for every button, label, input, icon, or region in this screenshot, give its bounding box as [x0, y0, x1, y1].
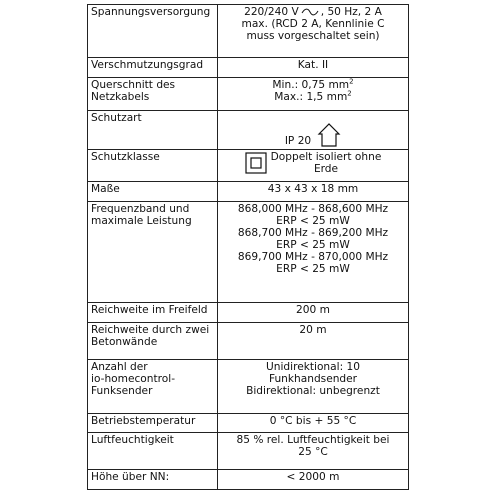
spec-label: [88, 202, 218, 303]
value-text: Min.: 0,75 mm: [272, 78, 350, 91]
spec-label: [88, 470, 218, 490]
label-line: Frequenzband und: [91, 203, 190, 216]
value-line: muss vorgeschaltet sein): [246, 30, 380, 42]
label-line: Reichweite durch zwei: [91, 324, 210, 337]
value-line: Unidirektional: 10: [266, 361, 360, 374]
table-row: [88, 181, 409, 202]
spec-value: [218, 470, 409, 490]
table-row: [88, 302, 409, 323]
label-line: Schutzklasse: [91, 150, 160, 163]
superscript: 2: [347, 89, 352, 98]
value-line: 868,000 MHz - 868,600 MHz: [237, 203, 389, 216]
value-text: , 50 Hz, 2 A: [320, 6, 382, 18]
value-line: Kat. II: [297, 59, 329, 72]
value-line: ERP < 25 mW: [276, 263, 350, 276]
value-line: 85 % rel. Luftfeuchtigkeit bei: [236, 434, 390, 447]
table-row: [88, 323, 409, 360]
ac-wave-icon: [301, 8, 319, 16]
spec-label: [88, 302, 218, 323]
spec-value: [218, 149, 409, 181]
value-line: [221, 91, 405, 103]
value-line: 868,700 MHz - 869,200 MHz: [237, 227, 389, 240]
label-line: Spannungsversorgung: [91, 6, 211, 18]
spec-label: [88, 5, 218, 58]
spec-value: [218, 110, 409, 149]
spec-value: [218, 181, 409, 202]
value-line: 0 °C bis + 55 °C: [269, 414, 357, 427]
label-line: Maße: [91, 182, 120, 195]
house-icon: [317, 122, 341, 148]
spec-value: [218, 413, 409, 433]
value-line: Erde: [313, 162, 339, 175]
table-row: [88, 433, 409, 470]
spec-label: [88, 77, 218, 110]
label-line: Funksender: [91, 385, 153, 398]
label-line: Querschnitt des: [91, 78, 176, 91]
value-line: < 2000 m: [286, 471, 340, 484]
spec-label: [88, 360, 218, 413]
table-row: [88, 110, 409, 149]
value-line: [221, 6, 405, 18]
value-line: max. (RCD 2 A, Kennlinie C: [241, 18, 385, 30]
spec-value: [218, 77, 409, 110]
value-line: ERP < 25 mW: [276, 239, 350, 252]
spec-label: [88, 413, 218, 433]
table-row: [88, 413, 409, 433]
spec-value: [218, 360, 409, 413]
spec-label: [88, 58, 218, 78]
value-line: Doppelt isoliert ohne: [270, 150, 382, 163]
value-line: Funkhandsender: [268, 373, 358, 386]
spec-value: [218, 323, 409, 360]
value-line: 20 m: [299, 324, 327, 337]
spec-value: [218, 5, 409, 58]
label-line: Betonwände: [91, 336, 158, 349]
value-line: 25 °C: [298, 446, 328, 459]
spec-value: [218, 302, 409, 323]
label-line: Netzkabels: [91, 90, 150, 103]
spec-value: [218, 58, 409, 78]
table-row: [88, 360, 409, 413]
label-line: Reichweite im Freifeld: [91, 303, 208, 316]
table-row: [88, 470, 409, 490]
table-row: [88, 5, 409, 58]
value-line: 200 m: [296, 303, 330, 316]
label-line: Höhe über NN:: [91, 471, 170, 484]
spec-label: [88, 433, 218, 470]
spec-table: [87, 4, 409, 490]
label-line: Luftfeuchtigkeit: [91, 434, 174, 447]
value-line: Bidirektional: unbegrenzt: [246, 385, 380, 398]
table-row: [88, 202, 409, 303]
spec-value: [218, 202, 409, 303]
superscript: 2: [349, 77, 354, 86]
label-line: Anzahl der: [91, 361, 148, 374]
value-line: [221, 79, 405, 91]
table-row: [88, 77, 409, 110]
label-line: Verschmutzungsgrad: [91, 59, 204, 72]
spec-label: [88, 181, 218, 202]
value-line: 43 x 43 x 18 mm: [267, 182, 359, 195]
label-line: maximale Leistung: [91, 215, 192, 228]
label-line: io-homecontrol-: [91, 373, 176, 386]
value-text: 220/240 V: [244, 6, 299, 18]
value-text: Max.: 1,5 mm: [274, 90, 348, 103]
label-line: Schutzart: [91, 111, 142, 124]
spec-label: [88, 323, 218, 360]
label-line: Betriebstemperatur: [91, 414, 196, 427]
value-line: 869,700 MHz - 870,000 MHz: [237, 251, 389, 264]
double-insulation-icon: [245, 152, 267, 174]
value-line: ERP < 25 mW: [276, 215, 350, 228]
spec-label: [88, 149, 218, 181]
value-text: IP 20: [284, 134, 312, 147]
spec-value: [218, 433, 409, 470]
table-row: [88, 149, 409, 181]
spec-label: [88, 110, 218, 149]
table-row: [88, 58, 409, 78]
